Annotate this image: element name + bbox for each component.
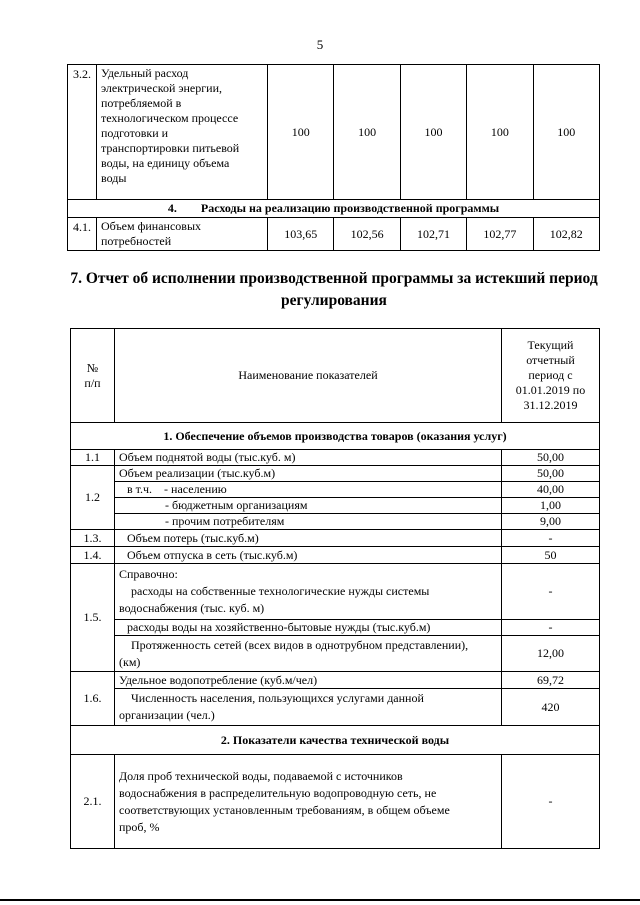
value-cell: 12,00	[502, 636, 600, 672]
value-cell: 100	[400, 65, 466, 200]
row-number: 1.1	[71, 450, 115, 466]
row-label	[97, 218, 268, 251]
page-bottom-border	[0, 899, 640, 901]
row-label	[97, 65, 268, 200]
row-number: 1.6.	[71, 672, 115, 726]
header-name: Наименование показателей	[115, 329, 502, 423]
page-number: 5	[316, 37, 324, 52]
header-line: 31.12.2019	[523, 398, 578, 412]
value-cell: -	[502, 620, 600, 636]
table-row	[71, 689, 600, 726]
label-line: потребностей	[101, 234, 172, 248]
table-header-row	[71, 329, 600, 423]
label-line: соответствующих установленным требованиям, в общем объеме	[119, 802, 450, 817]
table-row	[68, 65, 600, 200]
value-cell: 100	[334, 65, 400, 200]
header-number	[71, 329, 115, 423]
row-label: в т.ч. - населению	[115, 482, 502, 498]
table-row	[68, 200, 600, 218]
row-label	[115, 636, 502, 672]
row-number: 1.4.	[71, 547, 115, 564]
label-line: водоснабжения в распределительную водопроводную сеть, не	[119, 785, 437, 800]
section-header: 4. Расходы на реализацию производственной программы	[68, 200, 600, 218]
label-line: организации (чел.)	[119, 708, 215, 722]
label-line: воды	[101, 171, 127, 185]
table-row	[71, 547, 600, 564]
report-table	[70, 328, 600, 849]
value-cell: 40,00	[502, 482, 600, 498]
label-line: электрической энергии,	[101, 81, 223, 95]
label-line: (км)	[119, 654, 141, 669]
row-label	[115, 755, 502, 849]
value-cell: -	[502, 564, 600, 620]
label-line: Численность населения, пользующихся услугами данной	[131, 691, 424, 705]
header-period	[502, 329, 600, 423]
table-row	[71, 514, 600, 530]
row-label: Объем поднятой воды (тыс.куб. м)	[115, 450, 502, 466]
row-number: 2.1.	[71, 755, 115, 849]
table-row	[71, 482, 600, 498]
heading-line: регулирования	[281, 292, 387, 309]
indicators-table	[67, 64, 600, 251]
value-cell: 1,00	[502, 498, 600, 514]
header-line: 01.01.2019 по	[515, 383, 586, 397]
section-header: 2. Показатели качества технической воды	[71, 726, 600, 755]
row-number: 3.2.	[68, 65, 97, 200]
value-cell: 102,77	[467, 218, 533, 251]
row-label: Объем потерь (тыс.куб.м)	[115, 530, 502, 547]
header-line: п/п	[84, 375, 101, 390]
label-line: Протяженность сетей (всех видов в однотрубном представлении),	[131, 637, 469, 652]
row-label: Объем реализации (тыс.куб.м)	[115, 466, 502, 482]
header-line: №	[86, 360, 99, 375]
row-label: расходы воды на хозяйственно-бытовые нужды (тыс.куб.м)	[115, 620, 502, 636]
label-line: Объем финансовых	[101, 219, 202, 233]
value-cell: 102,56	[334, 218, 400, 251]
label-line: подготовки и	[101, 126, 169, 140]
table-row	[71, 726, 600, 755]
header-line: период с	[528, 368, 573, 382]
value-cell: 100	[467, 65, 533, 200]
value-cell: 103,65	[268, 218, 334, 251]
row-label: - бюджетным организациям	[115, 498, 502, 514]
table-row	[71, 636, 600, 672]
value-cell: 420	[502, 689, 600, 726]
label-line: Справочно:	[119, 567, 178, 581]
row-label: Объем отпуска в сеть (тыс.куб.м)	[115, 547, 502, 564]
value-cell: 100	[268, 65, 334, 200]
header-line: отчетный	[526, 353, 575, 367]
value-cell: 69,72	[502, 672, 600, 689]
header-line: Текущий	[527, 338, 574, 352]
value-cell: 100	[533, 65, 599, 200]
table-row	[71, 498, 600, 514]
table-row	[71, 564, 600, 620]
section-heading	[70, 268, 598, 312]
label-line: расходы на собственные технологические нужды системы	[131, 584, 430, 598]
row-label	[115, 564, 502, 620]
row-label: Удельное водопотребление (куб.м/чел)	[115, 672, 502, 689]
table-row	[71, 423, 600, 450]
value-cell: 50,00	[502, 450, 600, 466]
row-number: 1.2	[71, 466, 115, 530]
value-cell: -	[502, 530, 600, 547]
table-row	[71, 466, 600, 482]
label-line: проб, %	[119, 819, 160, 834]
value-cell: 9,00	[502, 514, 600, 530]
value-cell: 102,71	[400, 218, 466, 251]
label-line: Удельный расход	[101, 66, 189, 80]
label-line: транспортировки питьевой	[101, 141, 240, 155]
table-row	[71, 620, 600, 636]
row-number: 1.5.	[71, 564, 115, 672]
value-cell: 50,00	[502, 466, 600, 482]
value-cell: -	[502, 755, 600, 849]
table-row	[68, 218, 600, 251]
label-line: технологическом процессе	[101, 111, 239, 125]
heading-line: 7. Отчет об исполнении производственной программы за истекший период	[70, 270, 598, 287]
row-label	[115, 689, 502, 726]
row-label: - прочим потребителям	[115, 514, 502, 530]
row-number: 4.1.	[68, 218, 97, 251]
section-header: 1. Обеспечение объемов производства товаров (оказания услуг)	[71, 423, 600, 450]
value-cell: 102,82	[533, 218, 599, 251]
label-line: потребляемой в	[101, 96, 182, 110]
table-row	[71, 450, 600, 466]
table-row	[71, 755, 600, 849]
label-line: Доля проб технической воды, подаваемой с источников	[119, 768, 403, 783]
row-number: 1.3.	[71, 530, 115, 547]
value-cell: 50	[502, 547, 600, 564]
table-row	[71, 672, 600, 689]
table-row	[71, 530, 600, 547]
label-line: воды, на единицу объема	[101, 156, 230, 170]
label-line: водоснабжения (тыс. куб. м)	[119, 601, 265, 615]
